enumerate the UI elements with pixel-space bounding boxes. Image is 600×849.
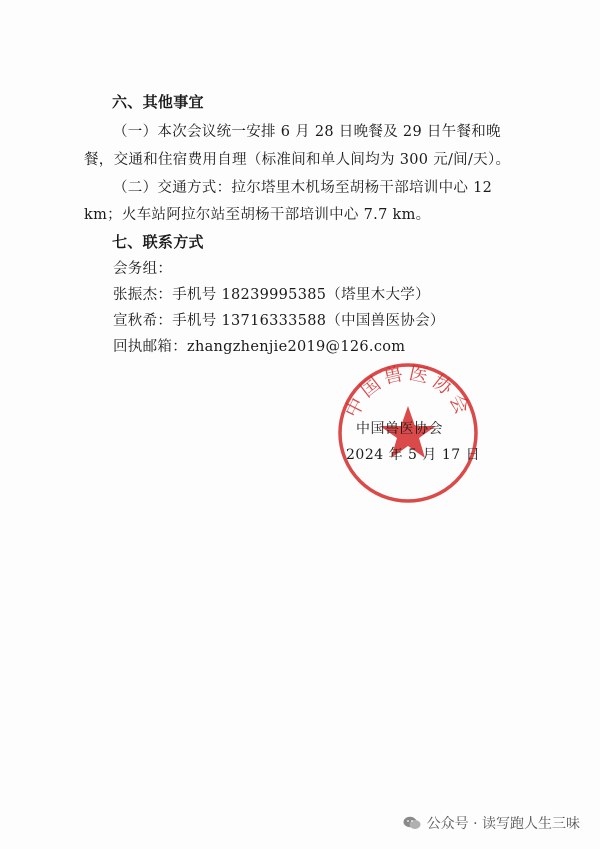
section-heading-contact: 七、联系方式 xyxy=(112,233,204,251)
wechat-watermark xyxy=(403,813,580,833)
signature-date: 2024 年 5 月 17 日 xyxy=(346,447,481,463)
paragraph-line: km；火车站阿拉尔站至胡杨干部培训中心 7.7 km。 xyxy=(84,207,431,223)
contact-group-label: 会务组： xyxy=(113,261,173,277)
section-heading-other-matters: 六、其他事宜 xyxy=(112,93,204,111)
paragraph-line: （二）交通方式：拉尔塔里木机场至胡杨干部培训中心 12 xyxy=(113,180,493,196)
contact-person-1: 张振杰：手机号 18239995385（塔里木大学） xyxy=(113,287,430,303)
contact-email: 回执邮箱：zhangzhenjie2019@126.com xyxy=(113,339,406,355)
seal-arc-text: 中国兽医协会 xyxy=(341,362,475,422)
paragraph-line: 餐，交通和住宿费用自理（标准间和单人间均为 300 元/间/天）。 xyxy=(84,152,511,168)
contact-person-2: 宣秋希：手机号 13716333588（中国兽医协会） xyxy=(113,313,445,329)
wechat-icon xyxy=(403,816,421,830)
watermark-label: 公众号 · 读写跑人生三味 xyxy=(426,816,580,832)
signature-organization: 中国兽医协会 xyxy=(356,421,443,437)
paragraph-line: （一）本次会议统一安排 6 月 28 日晚餐及 29 日午餐和晚 xyxy=(113,124,501,140)
